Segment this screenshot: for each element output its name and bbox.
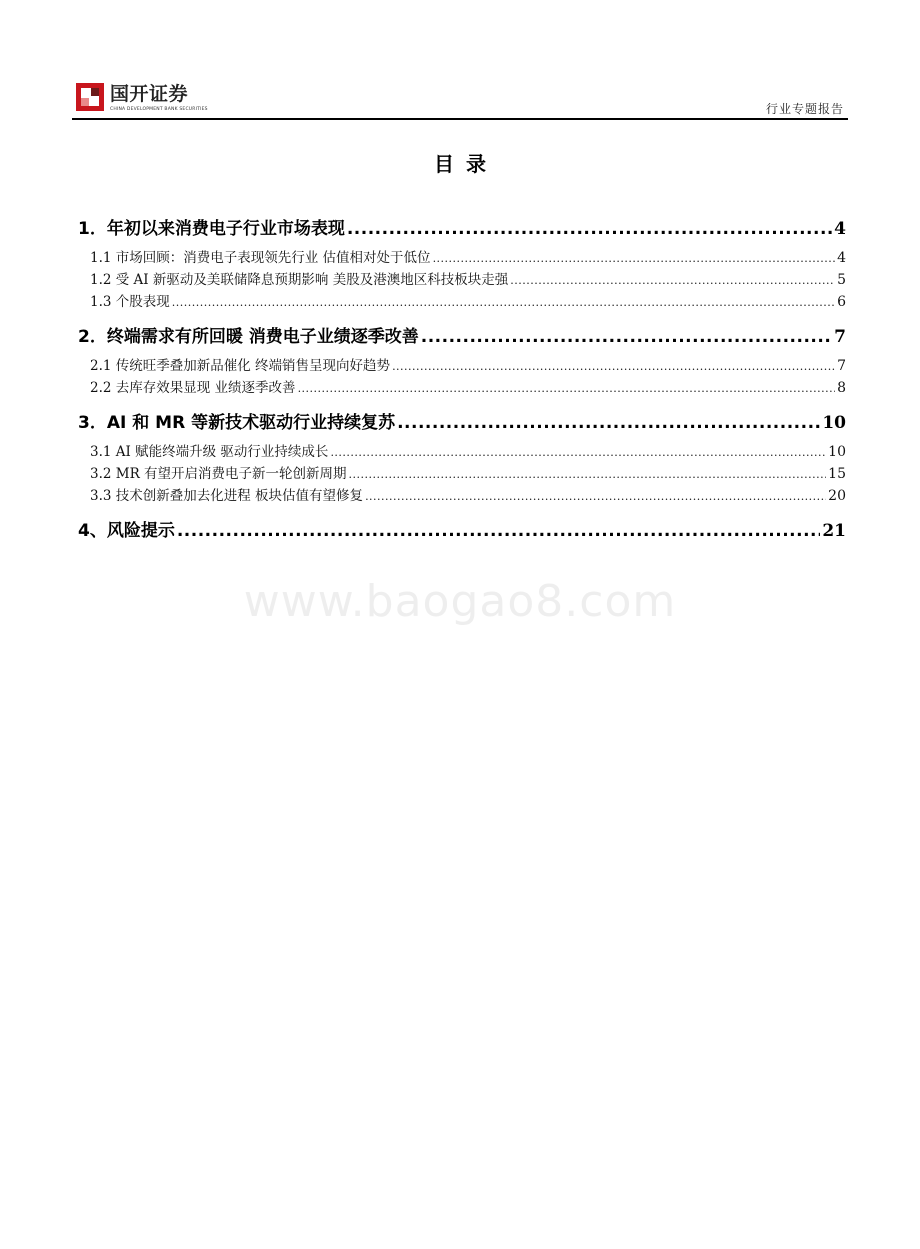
toc-page-number: 10: [828, 444, 846, 460]
toc-dot-leader: [330, 441, 826, 464]
toc-entry-label: 4、风险提示: [78, 521, 175, 541]
toc-page-number: 4: [837, 250, 846, 266]
toc-dot-leader: [349, 463, 827, 486]
watermark: www.baogao8.com: [243, 576, 677, 627]
toc-entry-label: 3.3 技术创新叠加去化进程 板块估值有望修复: [90, 488, 364, 504]
toc-page-number: 7: [834, 327, 846, 347]
toc-entry-label: 1.3 个股表现: [90, 294, 170, 310]
toc-page-number: 15: [828, 466, 846, 482]
logo-mark-icon: [76, 83, 104, 111]
toc-subsection-entry[interactable]: [78, 441, 846, 463]
toc-section-entry[interactable]: [78, 215, 846, 243]
company-logo: [76, 83, 208, 117]
toc-section-entry[interactable]: [78, 323, 846, 351]
toc-subsection-entry[interactable]: [78, 269, 846, 291]
toc-section-entry[interactable]: [78, 517, 846, 545]
toc-page-number: 6: [837, 294, 846, 310]
toc-page-number: 8: [837, 380, 846, 396]
table-of-contents: [78, 205, 846, 545]
toc-dot-leader: [433, 247, 836, 270]
toc-page-number: 10: [822, 413, 846, 433]
report-type-label: 行业专题报告: [765, 102, 844, 116]
toc-subsection-entry[interactable]: [78, 463, 846, 485]
toc-dot-leader: [392, 355, 835, 378]
toc-dot-leader: [177, 517, 820, 545]
toc-subsection-entry[interactable]: [78, 355, 846, 377]
toc-entry-label: 3.2 MR 有望开启消费电子新一轮创新周期: [90, 466, 347, 482]
page-header: [72, 76, 848, 124]
toc-dot-leader: [421, 323, 832, 351]
logo-name-cn: 国开证券: [110, 83, 189, 105]
toc-dot-leader: [347, 215, 832, 243]
toc-entry-label: 2.2 去库存效果显现 业绩逐季改善: [90, 380, 296, 396]
toc-subsection-entry[interactable]: [78, 291, 846, 313]
toc-entry-label: 1.1 市场回顾：消费电子表现领先行业 估值相对处于低位: [90, 250, 431, 266]
toc-subsection-entry[interactable]: [78, 377, 846, 399]
toc-entry-label: 1.2 受 AI 新驱动及美联储降息预期影响 美股及港澳地区科技板块走强: [90, 272, 509, 288]
toc-page-number: 21: [822, 521, 846, 541]
toc-entry-label: 3．AI 和 MR 等新技术驱动行业持续复苏: [78, 413, 396, 433]
toc-dot-leader: [365, 485, 826, 508]
toc-dot-leader: [510, 269, 835, 292]
toc-dot-leader: [298, 377, 836, 400]
toc-page-number: 7: [837, 358, 846, 374]
toc-page-number: 5: [837, 272, 846, 288]
toc-title: 目录: [434, 152, 498, 176]
toc-entry-label: 1．年初以来消费电子行业市场表现: [78, 219, 345, 239]
toc-page-number: 4: [834, 219, 846, 239]
toc-page-number: 20: [828, 488, 846, 504]
toc-dot-leader: [172, 291, 835, 314]
toc-section-entry[interactable]: [78, 409, 846, 437]
header-divider: [72, 118, 848, 120]
toc-subsection-entry[interactable]: [78, 485, 846, 507]
toc-subsection-entry[interactable]: [78, 247, 846, 269]
logo-name-en: CHINA DEVELOPMENT BANK SECURITIES: [110, 107, 208, 112]
toc-dot-leader: [397, 409, 820, 437]
toc-entry-label: 3.1 AI 赋能终端升级 驱动行业持续成长: [90, 444, 329, 460]
toc-entry-label: 2.1 传统旺季叠加新品催化 终端销售呈现向好趋势: [90, 358, 391, 374]
toc-entry-label: 2．终端需求有所回暖 消费电子业绩逐季改善: [78, 327, 419, 347]
